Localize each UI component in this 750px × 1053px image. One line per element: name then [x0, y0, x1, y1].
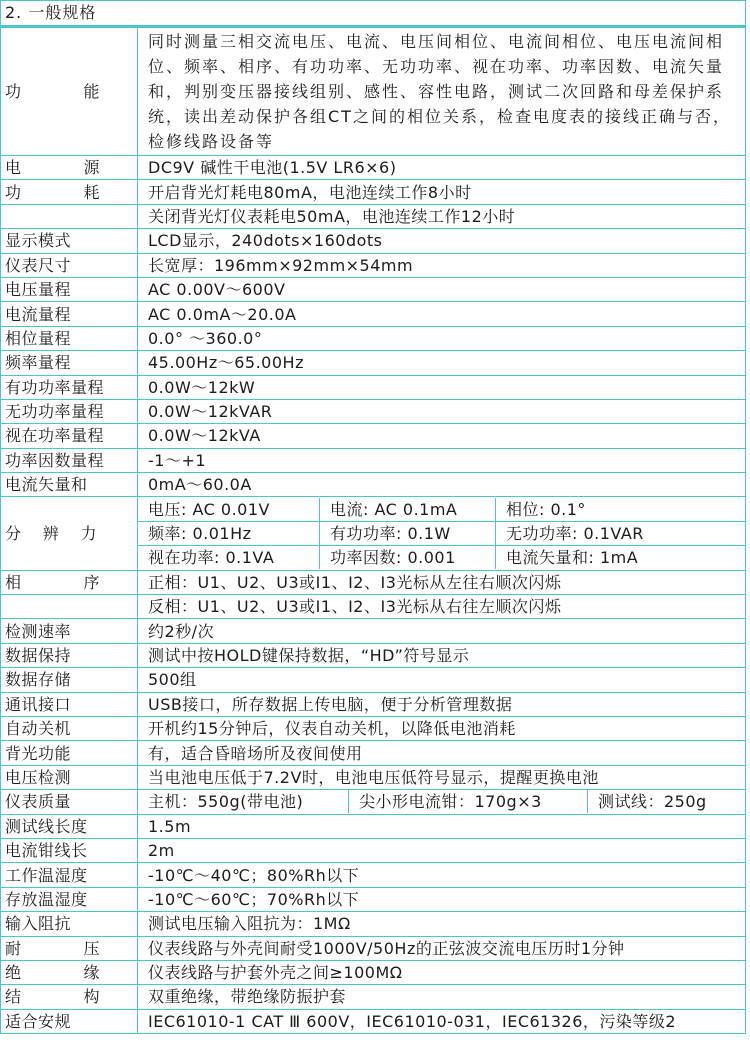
- resolution-current: 电流: AC 0.1mA: [320, 498, 496, 521]
- label-input-impedance: 输入阻抗: [1, 912, 138, 936]
- label-active-power-range: 有功功率量程: [1, 375, 138, 399]
- label-char: 相: [5, 572, 22, 592]
- weight-main-unit: 主机：550g(带电池): [138, 790, 349, 813]
- resolution-row-1: [138, 497, 746, 521]
- label-char: 序: [83, 572, 100, 592]
- row-voltage-range: [1, 277, 746, 301]
- label-char: 源: [83, 158, 100, 178]
- label-char: 功: [5, 82, 22, 101]
- row-clamp-lead-length: [1, 838, 746, 862]
- row-current-vector-sum: [1, 473, 746, 497]
- label-current-range: 电流量程: [1, 302, 138, 326]
- label-consumption: [1, 180, 138, 204]
- value-phase-sequence-positive: 正相：U1、U2、U3或I1、I2、I3光标从左往右顺次闪烁: [138, 570, 746, 594]
- label-sampling-rate: 检测速率: [1, 619, 138, 643]
- row-weight: [1, 790, 746, 814]
- value-display-mode: LCD显示，240dots×160dots: [138, 229, 746, 253]
- value-voltage-detect: 当电池电压低于7.2V时，电池电压低符号显示，提醒更换电池: [138, 765, 746, 789]
- label-current-vector-sum: 电流矢量和: [1, 473, 138, 497]
- row-consumption: [1, 180, 746, 204]
- row-voltage-detect: [1, 765, 746, 789]
- resolution-current-vector-sum: 电流矢量和: 1mA: [506, 548, 639, 568]
- label-char: 压: [83, 938, 100, 958]
- label-data-hold: 数据保持: [1, 643, 138, 667]
- value-data-storage: 500组: [138, 668, 746, 692]
- row-display-mode: [1, 229, 746, 253]
- value-weight: [138, 790, 746, 814]
- label-backlight: 背光功能: [1, 741, 138, 765]
- value-withstand-voltage: 仪表线路与外壳间耐受1000V/50Hz的正弦波交流电压历时1分钟: [138, 936, 746, 960]
- resolution-active-power: 有功功率: 0.1W: [320, 522, 496, 545]
- value-reactive-power-range: 0.0W～12kVAR: [138, 399, 746, 423]
- section-title: 2. 一般规格: [0, 0, 746, 27]
- label-auto-off: 自动关机: [1, 716, 138, 740]
- row-active-power-range: [1, 375, 746, 399]
- label-char: 功: [5, 182, 22, 202]
- label-char: 分: [5, 524, 22, 544]
- row-data-hold: [1, 643, 746, 667]
- row-resolution: [1, 497, 746, 521]
- value-sampling-rate: 约2秒/次: [138, 619, 746, 643]
- row-safety: [1, 1009, 746, 1033]
- label-weight: 仪表质量: [1, 790, 138, 814]
- label-interface: 通讯接口: [1, 692, 138, 716]
- spec-table: [0, 27, 746, 1034]
- row-sampling-rate: [1, 619, 746, 643]
- row-test-lead-length: [1, 814, 746, 838]
- value-frequency-range: 45.00Hz～65.00Hz: [138, 351, 746, 375]
- row-storage-env: [1, 887, 746, 911]
- value-dimensions: 长宽厚：196mm×92mm×54mm: [138, 253, 746, 277]
- row-apparent-power-range: [1, 424, 746, 448]
- label-resolution: [1, 497, 138, 570]
- value-input-impedance: 测试电压输入阻抗为：1MΩ: [138, 912, 746, 936]
- value-current-vector-sum: 0mA～60.0A: [138, 473, 746, 497]
- label-empty: [1, 595, 138, 619]
- row-power-source: [1, 156, 746, 180]
- value-function: 同时测量三相交流电压、电流、电压间相位、电流间相位、电压电流间相位、频率、相序、有功功率、无功功率、视在功率、功率因数、电流矢量和，判别变压器接线组别、感性、容性电路，测试二次回路和母差保护系统，读出差动保护各组CT之间的相位关系，检查电度表的接线正确与否，检修线路设备等: [138, 28, 746, 156]
- row-insulation: [1, 960, 746, 984]
- value-storage-env: -10℃～60℃；70%Rh以下: [138, 887, 746, 911]
- label-structure: [1, 985, 138, 1009]
- row-auto-off: [1, 716, 746, 740]
- value-current-range: AC 0.0mA～20.0A: [138, 302, 746, 326]
- value-clamp-lead-length: 2m: [138, 838, 746, 862]
- label-empty: [1, 204, 138, 228]
- row-frequency-range: [1, 351, 746, 375]
- label-char: 辨: [42, 524, 60, 544]
- label-reactive-power-range: 无功功率量程: [1, 399, 138, 423]
- label-insulation: [1, 960, 138, 984]
- label-test-lead-length: 测试线长度: [1, 814, 138, 838]
- value-consumption-backlight-on: 开启背光灯耗电80mA，电池连续工作8小时: [138, 180, 746, 204]
- resolution-reactive-power: 无功功率: 0.1VAR: [506, 524, 644, 544]
- label-power-factor-range: 功率因数量程: [1, 448, 138, 472]
- value-auto-off: 开机约15分钟后，仪表自动关机，以降低电池消耗: [138, 716, 746, 740]
- row-phase-sequence-2: [1, 595, 746, 619]
- label-operating-env: 工作温湿度: [1, 863, 138, 887]
- label-phase-sequence: [1, 570, 138, 594]
- resolution-row-3: [138, 546, 746, 570]
- value-operating-env: -10℃～40℃；80%Rh以下: [138, 863, 746, 887]
- label-apparent-power-range: 视在功率量程: [1, 424, 138, 448]
- row-input-impedance: [1, 912, 746, 936]
- value-power-source: DC9V 碱性干电池(1.5V LR6×6): [138, 156, 746, 180]
- row-withstand-voltage: [1, 936, 746, 960]
- row-current-range: [1, 302, 746, 326]
- row-consumption-2: [1, 204, 746, 228]
- value-insulation: 仪表线路与护套外壳之间≥100MΩ: [138, 960, 746, 984]
- row-backlight: [1, 741, 746, 765]
- label-storage-env: 存放温湿度: [1, 887, 138, 911]
- value-phase-sequence-negative: 反相：U1、U2、U3或I1、I2、I3光标从右往左顺次闪烁: [138, 595, 746, 619]
- resolution-frequency: 频率: 0.01Hz: [138, 522, 320, 545]
- label-char: 能: [83, 82, 100, 101]
- resolution-power-factor: 功率因数: 0.001: [320, 546, 496, 569]
- resolution-voltage: 电压: AC 0.01V: [138, 498, 320, 521]
- value-phase-range: 0.0° ～360.0°: [138, 326, 746, 350]
- value-consumption-backlight-off: 关闭背光灯仪表耗电50mA，电池连续工作12小时: [138, 204, 746, 228]
- label-char: 力: [80, 524, 97, 544]
- row-data-storage: [1, 668, 746, 692]
- label-power-source: [1, 156, 138, 180]
- row-function: [1, 28, 746, 156]
- label-withstand-voltage: [1, 936, 138, 960]
- label-data-storage: 数据存储: [1, 668, 138, 692]
- label-char: 耗: [83, 182, 100, 202]
- value-safety: IEC61010-1 CAT Ⅲ 600V，IEC61010-031，IEC61326，污染等级2: [138, 1009, 746, 1033]
- label-char: 耐: [5, 938, 22, 958]
- value-power-factor-range: -1～+1: [138, 448, 746, 472]
- value-data-hold: 测试中按HOLD键保持数据，“HD”符号显示: [138, 643, 746, 667]
- value-apparent-power-range: 0.0W～12kVA: [138, 424, 746, 448]
- row-phase-sequence: [1, 570, 746, 594]
- weight-clamp: 尖小形电流钳：170g×3: [349, 790, 588, 813]
- label-safety: 适合安规: [1, 1009, 138, 1033]
- value-test-lead-length: 1.5m: [138, 814, 746, 838]
- weight-test-lead: 测试线：250g: [598, 792, 707, 812]
- label-voltage-detect: 电压检测: [1, 765, 138, 789]
- row-power-factor-range: [1, 448, 746, 472]
- resolution-phase: 相位: 0.1°: [506, 499, 586, 519]
- label-char: 电: [5, 158, 22, 178]
- row-reactive-power-range: [1, 399, 746, 423]
- value-interface: USB接口，所存数据上传电脑，便于分析管理数据: [138, 692, 746, 716]
- label-char: 构: [83, 987, 100, 1007]
- row-dimensions: [1, 253, 746, 277]
- resolution-apparent-power: 视在功率: 0.1VA: [138, 546, 320, 569]
- row-interface: [1, 692, 746, 716]
- value-voltage-range: AC 0.00V～600V: [138, 277, 746, 301]
- resolution-row-2: [138, 521, 746, 545]
- value-active-power-range: 0.0W～12kW: [138, 375, 746, 399]
- value-backlight: 有，适合昏暗场所及夜间使用: [138, 741, 746, 765]
- label-frequency-range: 频率量程: [1, 351, 138, 375]
- label-char: 缘: [83, 963, 100, 983]
- label-clamp-lead-length: 电流钳线长: [1, 838, 138, 862]
- label-function: [1, 28, 138, 156]
- label-char: 结: [5, 987, 22, 1007]
- label-char: 绝: [5, 963, 22, 983]
- value-structure: 双重绝缘，带绝缘防振护套: [138, 985, 746, 1009]
- row-operating-env: [1, 863, 746, 887]
- label-voltage-range: 电压量程: [1, 277, 138, 301]
- label-display-mode: 显示模式: [1, 229, 138, 253]
- label-phase-range: 相位量程: [1, 326, 138, 350]
- row-structure: [1, 985, 746, 1009]
- label-dimensions: 仪表尺寸: [1, 253, 138, 277]
- row-phase-range: [1, 326, 746, 350]
